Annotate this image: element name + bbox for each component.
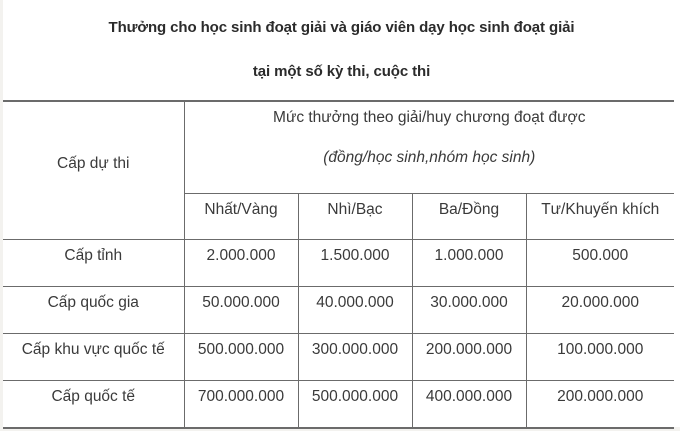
row-level: Cấp khu vực quốc tế bbox=[3, 334, 184, 381]
table-title-line-1: Thưởng cho học sinh đoạt giải và giáo viên dạy học sinh đoạt giải bbox=[108, 19, 575, 36]
table-row bbox=[3, 381, 674, 429]
header-level bbox=[3, 101, 184, 240]
cell-fourth: 500.000 bbox=[526, 240, 674, 287]
cell-third: 30.000.000 bbox=[412, 287, 526, 334]
document-sheet bbox=[3, 0, 680, 427]
header-first-gold: Nhất/Vàng bbox=[184, 194, 298, 240]
header-second-silver: Nhì/Bạc bbox=[298, 194, 412, 240]
header-reward-unit: (đồng/học sinh,nhóm học sinh) bbox=[323, 149, 536, 166]
cell-third: 400.000.000 bbox=[412, 381, 526, 429]
cell-third: 1.000.000 bbox=[412, 240, 526, 287]
cell-first: 50.000.000 bbox=[184, 287, 298, 334]
cell-fourth: 200.000.000 bbox=[526, 381, 674, 429]
table-row bbox=[3, 240, 674, 287]
row-level: Cấp tỉnh bbox=[3, 240, 184, 287]
cell-second: 40.000.000 bbox=[298, 287, 412, 334]
cell-third: 200.000.000 bbox=[412, 334, 526, 381]
table-row bbox=[3, 334, 674, 381]
cell-second: 300.000.000 bbox=[298, 334, 412, 381]
header-reward-label: Mức thưởng theo giải/huy chương đoạt được bbox=[273, 109, 586, 126]
cell-fourth: 20.000.000 bbox=[526, 287, 674, 334]
award-table bbox=[3, 100, 674, 429]
table-title-line-2: tại một số kỳ thi, cuộc thi bbox=[252, 63, 431, 80]
header-fourth-consolation: Tư/Khuyến khích bbox=[526, 194, 674, 240]
header-level-label: Cấp dự thi bbox=[57, 154, 130, 172]
row-level: Cấp quốc tế bbox=[3, 381, 184, 429]
cell-first: 700.000.000 bbox=[184, 381, 298, 429]
header-third-bronze: Ba/Đồng bbox=[412, 194, 526, 240]
cell-second: 1.500.000 bbox=[298, 240, 412, 287]
cell-second: 500.000.000 bbox=[298, 381, 412, 429]
table-row bbox=[3, 287, 674, 334]
cell-fourth: 100.000.000 bbox=[526, 334, 674, 381]
header-reward-group bbox=[184, 101, 674, 194]
cell-first: 500.000.000 bbox=[184, 334, 298, 381]
row-level: Cấp quốc gia bbox=[3, 287, 184, 334]
cell-first: 2.000.000 bbox=[184, 240, 298, 287]
